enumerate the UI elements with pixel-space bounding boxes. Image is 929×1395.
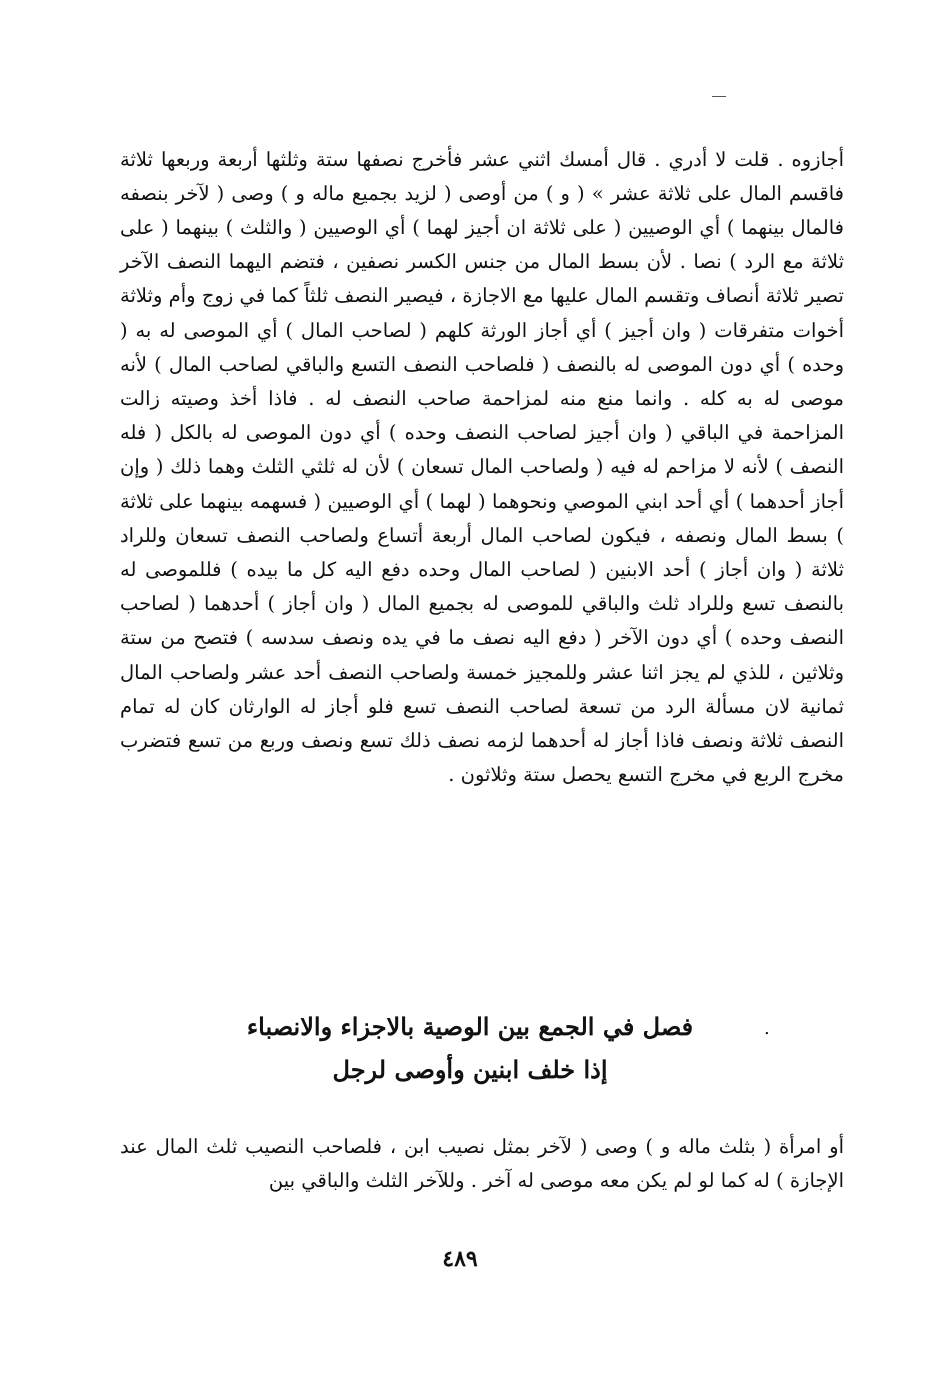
margin-dot: . — [764, 1018, 770, 1039]
section-heading-line-2: إذا خلف ابنين وأوصى لرجل — [332, 1055, 608, 1084]
main-paragraph: أجازوه . قلت لا أدري . قال أمسك اثني عشر فأخرج نصفها ستة وثلثها أربعة وربعها ثلاثة فاقسم المال على ثلاثة عشر » ( و ) من أوصى ( لزيد بجميع ماله و ) وصى ( لآخر بنصفه فالمال بينهما ) أي الوصيين ( على ثلاثة ان أجيز لهما ) أي الوصيين ( والثلث ) بينهما ( على ثلاثة مع الرد ) نصا . لأن بسط المال من جنس الكسر نصفين ، فتضم اليهما النصف الآخر تصير ثلاثة أنصاف وتقسم المال عليها مع الاجازة ، فيصير النصف ثلثاً كما في زوج وأم وثلاثة أخوات متفرقات ( وان أجيز ) أي أجاز الورثة كلهم ( لصاحب المال ) أي الموصى له به ( وحده ) أي دون الموصى له بالنصف ( فلصاحب النصف التسع والباقي لصاحب المال ) لأنه موصى له به كله . وانما منع منه لمزاحمة صاحب النصف له . فاذا أخذ وصيته زالت المزاحمة في الباقي ( وان أجيز لصاحب النصف وحده ) أي دون الموصى له بالكل ( فله النصف ) لأنه لا مزاحم له فيه ( ولصاحب المال تسعان ) لأن له ثلثي الثلث وهما ذلك ( وإن أجاز أحدهما ) أي أحد ابني الموصي ونحوهما ( لهما ) أي الوصيين ( فسهمه بينهما على ثلاثة ) بسط المال ونصفه ، فيكون لصاحب المال أربعة أتساع ولصاحب النصف تسعان وللراد ثلاثة ( وان أجاز ) أحد الابنين ( لصاحب المال وحده دفع اليه كل ما بيده ) فللموصى له بالنصف تسع وللراد ثلث والباقي للموصى له بجميع المال ( وان أجاز ) أحدهما ( لصاحب النصف وحده ) أي دون الآخر ( دفع اليه نصف ما في يده ونصف سدسه ) فتصح من ستة وثلاثين ، للذي لم يجز اثنا عشر وللمجيز خمسة ولصاحب النصف أحد عشر ولصاحب المال ثمانية لان مسألة الرد من تسعة لصاحب النصف تسع فلو أجاز له الوارثان كان له تمام النصف ثلاثة ونصف فاذا أجاز له أحدهما لزمه نصف ذلك تسع ونصف وربع من تسع فتضرب مخرج الربع في مخرج التسع يحصل ستة وثلاثون . — [120, 147, 844, 787]
section-paragraph: أو امرأة ( بثلث ماله و ) وصى ( لآخر بمثل نصيب ابن ، فلصاحب النصيب ثلث المال عند الإجازة ) له كما لو لم يكن معه موصى له آخر . وللآخر الثلث والباقي بين — [120, 1134, 844, 1192]
page-number: ٤٨٩ — [442, 1246, 478, 1272]
top-mark — [712, 96, 726, 97]
section-heading-line-1: فصل في الجمع بين الوصية بالاجزاء والانصباء — [246, 1012, 694, 1041]
